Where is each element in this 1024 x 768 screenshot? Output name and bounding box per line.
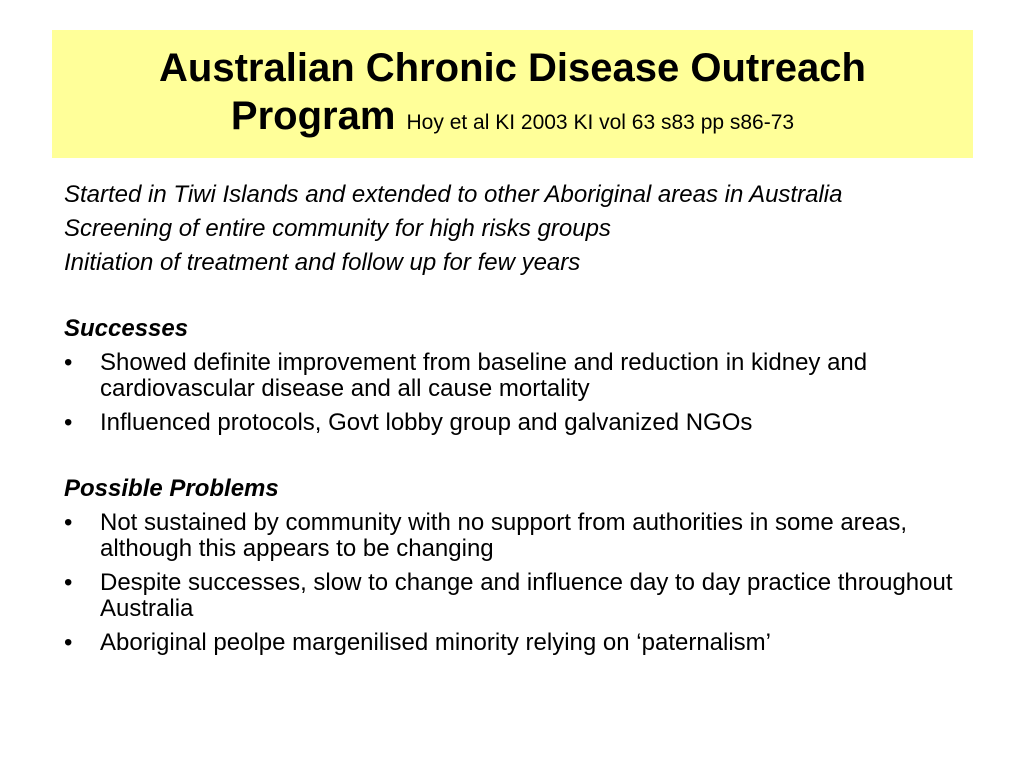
- slide-title-line-1: Australian Chronic Disease Outreach: [159, 46, 866, 90]
- intro-item: Initiation of treatment and follow up for few years: [64, 249, 581, 276]
- section-spacer: [64, 444, 974, 476]
- problems-bullet-item: [64, 510, 974, 562]
- bullet-text: Showed definite improvement from baseline and reduction in kidney and cardiovascular disease and all cause mortality: [100, 349, 868, 402]
- problems-heading: Possible Problems: [64, 475, 279, 502]
- successes-bullet-item: [64, 350, 974, 402]
- intro-item: Screening of entire community for high risks groups: [64, 215, 611, 242]
- slide-title-program: Program: [230, 94, 396, 138]
- section-spacer: [64, 284, 974, 316]
- problems-bullet-item: [64, 630, 974, 656]
- bullet-text: Despite successes, slow to change and influence day to day practice throughout Australia: [100, 569, 953, 622]
- bullet-icon: •: [64, 349, 73, 376]
- bullet-text: Aboriginal peolpe margenilised minority relying on ‘paternalism’: [100, 629, 772, 656]
- intro-item: Started in Tiwi Islands and extended to other Aboriginal areas in Australia: [64, 181, 843, 208]
- successes-bullet-item: [64, 410, 974, 436]
- bullet-icon: •: [64, 569, 73, 596]
- slide-citation: Hoy et al KI 2003 KI vol 63 s83 pp s86-73: [406, 111, 795, 134]
- successes-heading: Successes: [64, 315, 189, 342]
- bullet-text: Influenced protocols, Govt lobby group and galvanized NGOs: [100, 409, 753, 436]
- slide-title-box: [52, 30, 973, 158]
- problems-bullet-item: [64, 570, 974, 622]
- slide-content: [64, 182, 974, 664]
- bullet-icon: •: [64, 409, 73, 436]
- bullet-text: Not sustained by community with no support from authorities in some areas, although this appears to be changing: [100, 509, 908, 562]
- bullet-icon: •: [64, 509, 73, 536]
- slide-title-line-2: [52, 92, 973, 147]
- bullet-icon: •: [64, 629, 73, 656]
